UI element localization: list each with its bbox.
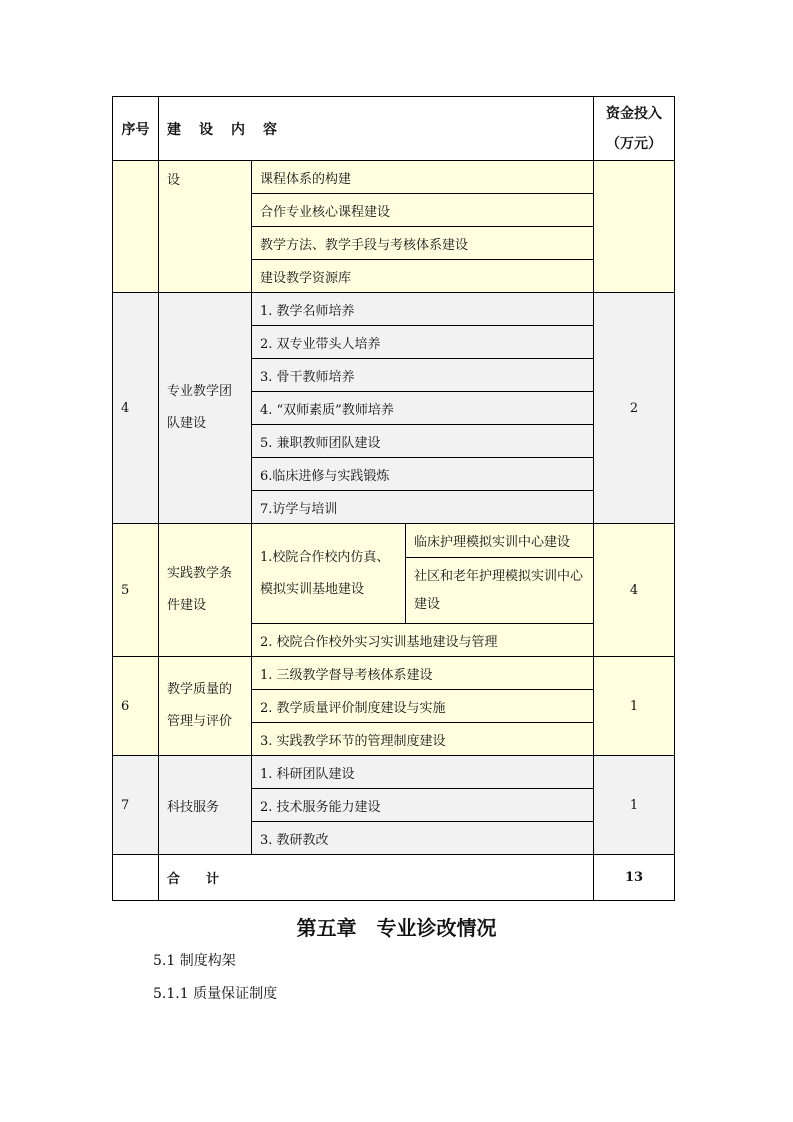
subsection-heading: 5.1.1 质量保证制度 <box>153 986 278 1002</box>
header-seq: 序号 <box>113 97 159 161</box>
row-category: 设 <box>159 161 252 293</box>
row-fund <box>594 161 675 293</box>
row-item: 4. “双师素质”教师培养 <box>252 392 594 425</box>
table-row <box>113 161 675 194</box>
table-row <box>113 657 675 690</box>
row-subitem: 临床护理模拟实训中心建设 <box>406 524 594 558</box>
row-category: 实践教学条件建设 <box>159 524 252 657</box>
row-category: 教学质量的管理与评价 <box>159 657 252 756</box>
row-seq: 5 <box>113 524 159 657</box>
row-item: 2. 校院合作校外实习实训基地建设与管理 <box>252 624 594 657</box>
header-fund-line2: （万元） <box>606 135 662 152</box>
row-item: 1. 教学名师培养 <box>252 293 594 326</box>
row-item: 7.访学与培训 <box>252 491 594 524</box>
row-item: 2. 技术服务能力建设 <box>252 789 594 822</box>
row-item: 3. 实践教学环节的管理制度建设 <box>252 723 594 756</box>
row-item: 1. 科研团队建设 <box>252 756 594 789</box>
row-category: 专业教学团队建设 <box>159 293 252 524</box>
header-fund-line1: 资金投入 <box>606 105 662 122</box>
table-row <box>113 756 675 789</box>
header-fund <box>594 97 675 161</box>
row-item: 6.临床进修与实践锻炼 <box>252 458 594 491</box>
row-fund: 4 <box>594 524 675 657</box>
row-subitem: 社区和老年护理模拟实训中心建设 <box>406 558 594 624</box>
table-row <box>113 293 675 326</box>
row-item: 5. 兼职教师团队建设 <box>252 425 594 458</box>
budget-table <box>112 96 675 901</box>
total-seq <box>113 855 159 901</box>
row-seq: 6 <box>113 657 159 756</box>
row-item: 课程体系的构建 <box>252 161 594 194</box>
row-seq <box>113 161 159 293</box>
row-item: 3. 骨干教师培养 <box>252 359 594 392</box>
row-seq: 4 <box>113 293 159 524</box>
chapter-title: 第五章 专业诊改情况 <box>296 916 497 940</box>
row-item: 教学方法、教学手段与考核体系建设 <box>252 227 594 260</box>
row-seq: 7 <box>113 756 159 855</box>
row-item: 1. 三级教学督导考核体系建设 <box>252 657 594 690</box>
row-item: 2. 双专业带头人培养 <box>252 326 594 359</box>
row-category: 科技服务 <box>159 756 252 855</box>
total-fund: 13 <box>594 855 675 901</box>
table-header-row <box>113 97 675 161</box>
table-row <box>113 524 675 558</box>
row-fund: 1 <box>594 756 675 855</box>
row-item: 1.校院合作校内仿真、模拟实训基地建设 <box>252 524 406 624</box>
total-label: 合 计 <box>159 855 594 901</box>
header-content: 建 设 内 容 <box>159 97 594 161</box>
row-item: 合作专业核心课程建设 <box>252 194 594 227</box>
row-item: 3. 教研教改 <box>252 822 594 855</box>
table-total-row <box>113 855 675 901</box>
row-fund: 2 <box>594 293 675 524</box>
row-item: 2. 教学质量评价制度建设与实施 <box>252 690 594 723</box>
section-heading: 5.1 制度构架 <box>153 953 236 969</box>
row-item: 建设教学资源库 <box>252 260 594 293</box>
row-fund: 1 <box>594 657 675 756</box>
